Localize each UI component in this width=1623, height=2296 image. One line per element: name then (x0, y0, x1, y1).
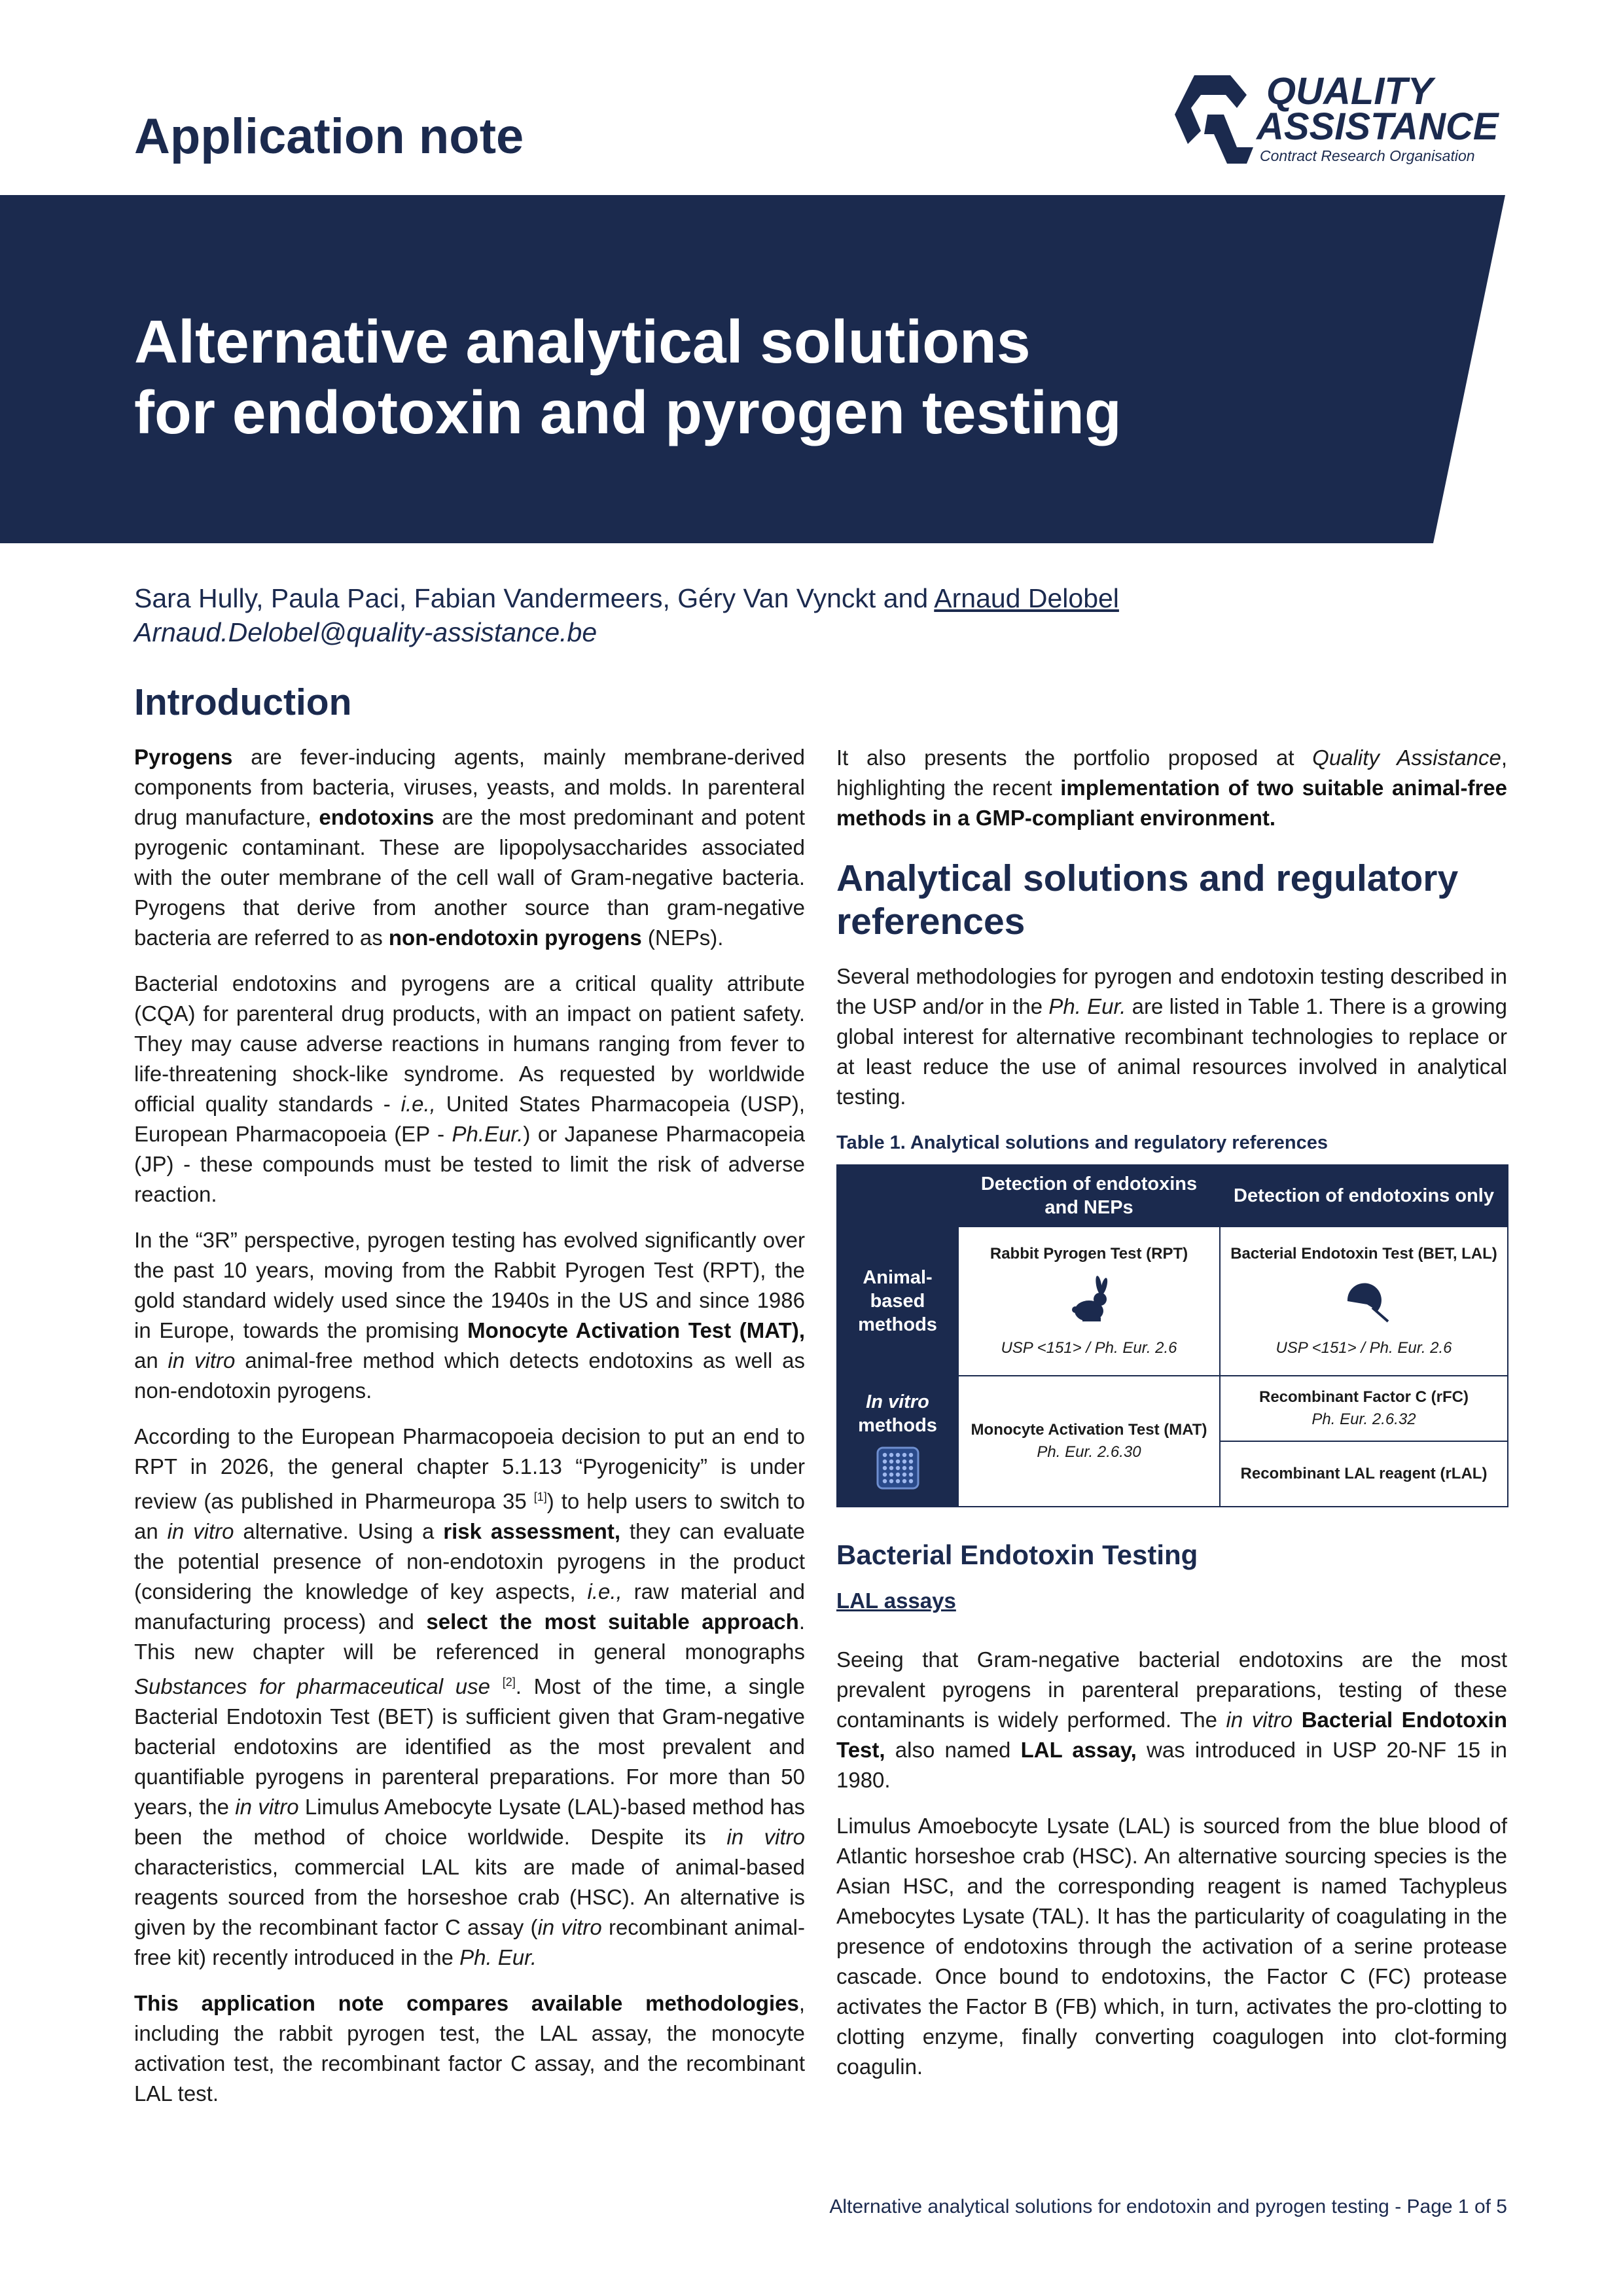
cell-title: Recombinant Factor C (rFC) (1258, 1388, 1469, 1406)
well-dot (895, 1460, 899, 1463)
well-dot (889, 1479, 893, 1483)
cell-bet (1220, 1227, 1508, 1376)
text: United States Pharmacopeia (USP), European Pharmacopoeia (EP - (134, 1092, 805, 1146)
well-dot (902, 1453, 906, 1457)
text: ) to help users to switch to an (134, 1489, 805, 1543)
right-column (836, 743, 1507, 2098)
bold-text: select the most suitable approach (426, 1609, 799, 1634)
logo-line-1: QUALITY (1266, 70, 1433, 113)
lal-assays-heading: LAL assays (836, 1588, 956, 1613)
intro-paragraph-5 (134, 1988, 805, 2109)
table-col-header-endotoxin: Detection of endotoxins only (1220, 1165, 1508, 1227)
italic-text: Ph. Eur. (1048, 994, 1126, 1018)
well-dot (889, 1473, 893, 1477)
text: . This new chapter will be referenced in general monographs (134, 1609, 805, 1664)
italic-text: Substances for pharmaceutical use (134, 1674, 491, 1698)
table-corner (837, 1165, 958, 1227)
page-footer: Alternative analytical solutions for endotoxin and pyrogen testing - Page 1 of 5 (829, 2196, 1507, 2217)
author-link[interactable]: Arnaud Delobel (934, 583, 1119, 613)
text: , highlighting the recent (836, 745, 1507, 800)
well-dot (882, 1466, 886, 1470)
bold-text: LAL assay, (1020, 1738, 1137, 1762)
cell-mat (958, 1376, 1220, 1507)
main-title-line-2: for endotoxin and pyrogen testing (134, 378, 1122, 446)
text: recombinant animal-free kit) recently introduced in the (134, 1915, 805, 1969)
text: , including the rabbit pyrogen test, the LAL assay, the monocyte activation test, the recombinant factor C assay, and the recombinant LAL test. (134, 1991, 805, 2106)
cell-rpt (958, 1227, 1220, 1376)
citation-ref[interactable]: [1] (533, 1490, 547, 1503)
italic-text: Ph.Eur. (452, 1122, 524, 1146)
logo-line-2: ASSISTANCE (1257, 105, 1499, 148)
text: raw material and manufacturing process) and (134, 1579, 806, 1634)
cell-ref: USP <151> / Ph. Eur. 2.6 (1275, 1339, 1452, 1357)
cell-rfc (1220, 1376, 1508, 1441)
cell-ref: Ph. Eur. 2.6.30 (1037, 1443, 1141, 1461)
text: an (134, 1348, 168, 1372)
bet-heading: Bacterial Endotoxin Testing (836, 1539, 1198, 1570)
cell-title: Monocyte Activation Test (MAT) (971, 1421, 1207, 1439)
text: In the “3R” perspective, pyrogen testing has evolved significantly over the past 10 years, moving from the Rabbit Pyrogen Test (RPT), the gold standard widely used since the 1940s in the US and since 1986 in Europe, towards the promising (134, 1228, 805, 1342)
text: Bacterial endotoxins and pyrogens are a critical quality attribute (CQA) for parenteral drug products, with an impact on patient safety. They may cause adverse reactions in humans ranging from fever to life-threatening shock-like syndrome. As requested by worldwide official quality standards - (134, 971, 805, 1116)
intro-paragraph-1 (134, 742, 805, 953)
text: characteristics, commercial LAL kits are made of animal-based reagents sourced from the horseshoe crab (HSC). An alternative is given by the recombinant factor C assay ( (134, 1855, 805, 1939)
cell-title: Recombinant LAL reagent (rLAL) (1240, 1465, 1488, 1482)
company-logo (1168, 69, 1522, 173)
well-dot (902, 1473, 906, 1477)
right-paragraph-3 (836, 1645, 1507, 1795)
author-email[interactable]: Arnaud.Delobel@quality-assistance.be (134, 617, 597, 647)
italic-text: in vitro (235, 1795, 299, 1819)
bold-text: Bacterial Endotoxin Test, (836, 1708, 1507, 1762)
text: also named (885, 1738, 1021, 1762)
solutions-table (836, 1164, 1508, 1507)
well-dot (882, 1460, 886, 1463)
italic-text: i.e., (587, 1579, 622, 1604)
well-dot (882, 1479, 886, 1483)
intro-paragraph-3 (134, 1225, 805, 1406)
well-dot (902, 1460, 906, 1463)
text: alternative. Using a (234, 1519, 444, 1543)
logo-mark-icon (1168, 69, 1266, 173)
text: (NEPs). (641, 925, 724, 950)
right-paragraph-1 (836, 743, 1507, 833)
well-dot (882, 1473, 886, 1477)
bold-text: implementation of two suitable animal-free methods in a GMP-compliant environment. (836, 776, 1508, 830)
italic-text: in vitro (1226, 1708, 1293, 1732)
well-dot (902, 1466, 906, 1470)
main-title (134, 306, 1378, 448)
well-dot (895, 1473, 899, 1477)
row-header-rest: methods (858, 1415, 937, 1436)
analytical-solutions-heading: Analytical solutions and regulatory references (836, 857, 1459, 942)
text: Several methodologies for pyrogen and endotoxin testing described in the USP and/or in the (836, 964, 1507, 1018)
row-header-italic: In vitro (866, 1391, 929, 1412)
right-paragraph-2 (836, 961, 1507, 1112)
horseshoe-crab-icon (1226, 1272, 1502, 1331)
italic-text: Ph. Eur. (459, 1945, 537, 1969)
text: they can evaluate the potential presence of non-endotoxin pyrogens in the product (considering the knowledge of key aspects, (134, 1519, 806, 1604)
introduction-heading: Introduction (134, 681, 352, 723)
text: . Most of the time, a single Bacterial Endotoxin Test (BET) is sufficient given that Gram-negative bacterial endotoxins are identified as the most prevalent and quantifiable pyrogens in parenteral preparations. For more than 50 years, the (134, 1674, 806, 1819)
intro-paragraph-4 (134, 1422, 805, 1973)
intro-paragraph-2 (134, 969, 805, 1210)
left-column (134, 681, 805, 2125)
well-dot (889, 1460, 893, 1463)
bold-text: This application note compares available methodologies (134, 1991, 799, 2015)
right-paragraph-4: Limulus Amoebocyte Lysate (LAL) is sourced from the blue blood of Atlantic horseshoe crab (HSC). An alternative sourcing species is the Asian HSC, and the corresponding reagent is named Tachypleus Amebocytes Lysate (TAL). It has the particularity of coagulating in the presence of endotoxins through the activation of a serine protease cascade. Once bound to endotoxins, the Factor C (FC) protease activates the Factor B (FB) which, in turn, activates the pro-clotting to clotting enzyme, finally converting coagulogen into clot-forming coagulin. (836, 1814, 1507, 2079)
table-caption: Table 1. Analytical solutions and regulatory references (836, 1132, 1329, 1153)
text: According to the European Pharmacopoeia decision to put an end to RPT in 2026, the general chapter 5.1.13 “Pyrogenicity” is under review (as published in Pharmeuropa 35 (134, 1424, 805, 1513)
well-dot (882, 1453, 886, 1457)
main-title-line-1: Alternative analytical solutions (134, 308, 1031, 376)
well-dot (889, 1453, 893, 1457)
italic-text: i.e., (401, 1092, 436, 1116)
text: are listed in Table 1. There is a growing global interest for alternative recombinant technologies to replace or at least reduce the use of animal resources involved in analytical testing. (836, 994, 1508, 1109)
text: are fever-inducing agents, mainly membrane-derived components from bacteria, viruses, yeasts, and molds. In parenteral drug manufacture, (134, 745, 805, 829)
bold-text: risk assessment, (443, 1519, 620, 1543)
text: It also presents the portfolio proposed at (836, 745, 1313, 770)
well-dot (908, 1453, 912, 1457)
rabbit-icon (964, 1272, 1214, 1331)
well-dot (895, 1453, 899, 1457)
text: was introduced in USP 20-NF 15 in 1980. (836, 1738, 1507, 1792)
cell-title: Bacterial Endotoxin Test (BET, LAL) (1230, 1245, 1497, 1263)
cell-title: Rabbit Pyrogen Test (RPT) (990, 1245, 1188, 1263)
doc-type-title: Application note (134, 109, 524, 164)
citation-ref[interactable]: [2] (502, 1676, 516, 1689)
bold-text: endotoxins (319, 805, 435, 829)
well-dot (908, 1466, 912, 1470)
italic-text: in vitro (167, 1519, 234, 1543)
well-dot (889, 1466, 893, 1470)
author-list (134, 581, 1119, 615)
logo-tagline: Contract Research Organisation (1260, 147, 1475, 164)
table-1 (836, 1128, 1507, 1507)
table-col-header-nep: Detection of endotoxins and NEPs (958, 1165, 1220, 1227)
text: Limulus Amebocyte Lysate (LAL)-based method has been the method of choice worldwide. Despite its (134, 1795, 806, 1849)
cell-rlal (1220, 1441, 1508, 1507)
well-dot (908, 1460, 912, 1463)
text: are the most predominant and potent pyrogenic contaminant. These are lipopolysaccharides associated with the outer membrane of the cell wall of Gram-negative bacteria. Pyrogens that derive from another source than gram-negative bacteria are referred to as (134, 805, 805, 950)
author-names: Sara Hully, Paula Paci, Fabian Vandermeers, Géry Van Vynckt and (134, 583, 935, 613)
cell-ref: Ph. Eur. 2.6.32 (1311, 1410, 1416, 1428)
bold-text: Pyrogens (134, 745, 233, 769)
bold-text: Monocyte Activation Test (MAT), (467, 1318, 805, 1342)
cell-ref: USP <151> / Ph. Eur. 2.6 (1001, 1339, 1177, 1357)
well-dot (908, 1479, 912, 1483)
italic-text: Quality Assistance (1312, 745, 1501, 770)
text: ) or Japanese Pharmacopeia (JP) - these compounds must be tested to limit the risk of adverse reaction. (134, 1122, 806, 1206)
table-row-header-animal: Animal-based methods (837, 1227, 958, 1376)
italic-text: in vitro (168, 1348, 236, 1372)
text: animal-free method which detects endotoxins as well as non-endotoxin pyrogens. (134, 1348, 806, 1403)
bold-text: non-endotoxin pyrogens (388, 925, 642, 950)
well-dot (902, 1479, 906, 1483)
well-dot (895, 1479, 899, 1483)
well-plate-icon (843, 1446, 952, 1492)
table-row-header-invitro (837, 1376, 958, 1507)
italic-text: in vitro (537, 1915, 602, 1939)
italic-text: in vitro (726, 1825, 805, 1849)
well-dot (895, 1466, 899, 1470)
text: Seeing that Gram-negative bacterial endotoxins are the most prevalent pyrogens in parenteral preparations, testing of these contaminants is widely performed. The (836, 1647, 1507, 1732)
well-dot (908, 1473, 912, 1477)
